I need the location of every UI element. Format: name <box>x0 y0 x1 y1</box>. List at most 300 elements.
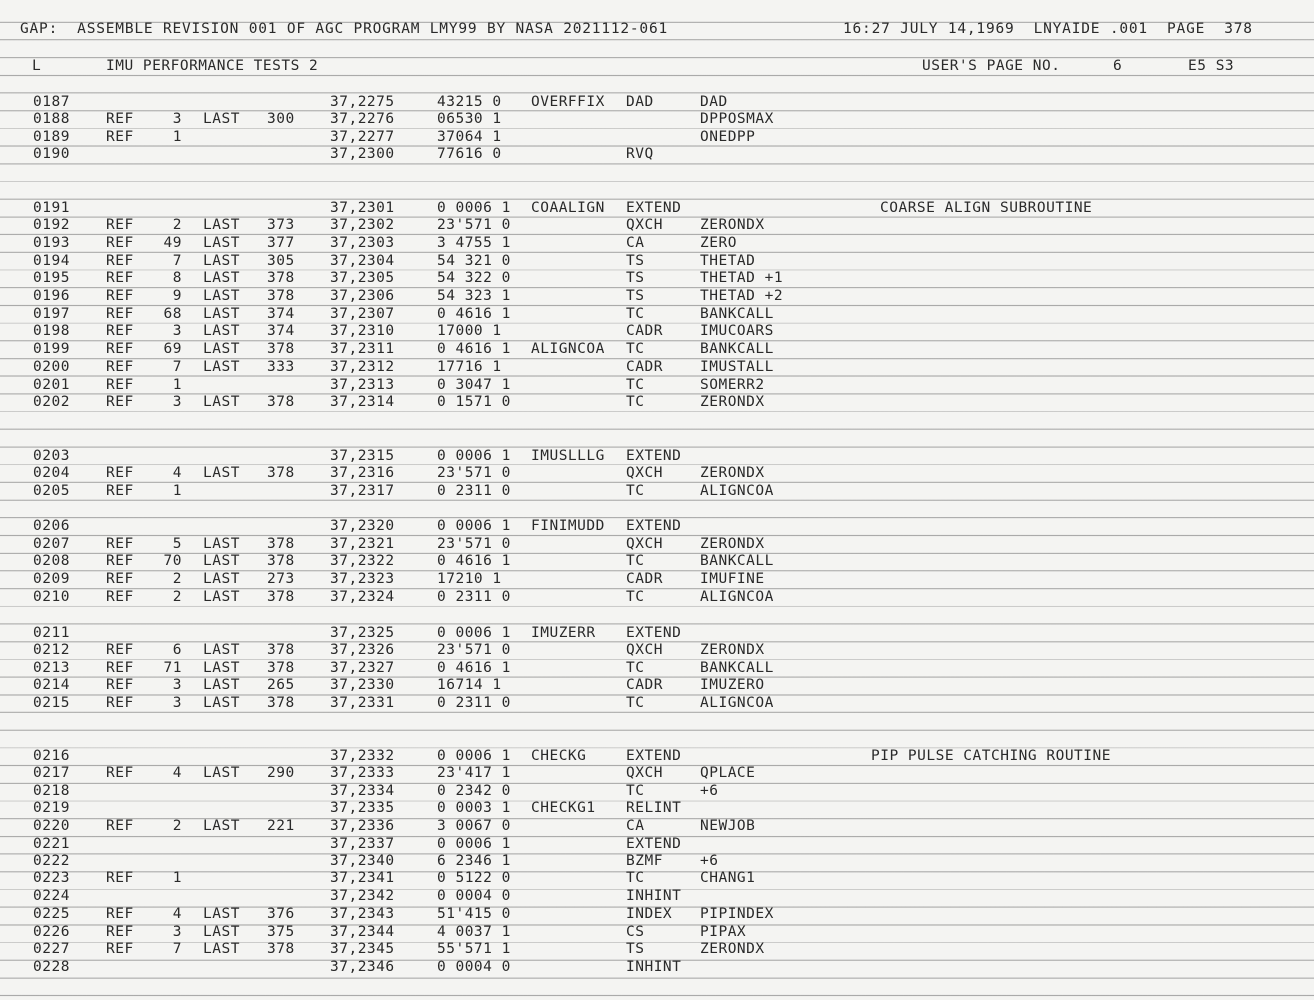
operand: ZERONDX <box>700 536 765 552</box>
address: 37,2302 <box>330 217 395 233</box>
octal-code: 23'571 0 <box>437 536 511 552</box>
ref-tag: REF <box>106 377 134 393</box>
octal-code: 54 322 0 <box>437 270 511 286</box>
octal-code: 0 0006 1 <box>437 748 511 764</box>
operand: ZERONDX <box>700 941 765 957</box>
address: 37,2331 <box>330 695 395 711</box>
listing-row <box>0 517 1314 535</box>
line-number: 0212 <box>33 642 70 658</box>
listing-row <box>0 588 1314 606</box>
operand: DAD <box>700 94 728 110</box>
line-number: 0208 <box>33 553 70 569</box>
line-number: 0203 <box>33 448 70 464</box>
comment: PIP PULSE CATCHING ROUTINE <box>871 748 1111 764</box>
opcode: TC <box>626 341 645 357</box>
listing-row <box>0 817 1314 835</box>
line-number: 0215 <box>33 695 70 711</box>
last-page: 378 <box>267 536 295 552</box>
opcode: TC <box>626 377 645 393</box>
last-page: 375 <box>267 924 295 940</box>
octal-code: 43215 0 <box>437 94 502 110</box>
address: 37,2303 <box>330 235 395 251</box>
opcode: CADR <box>626 571 663 587</box>
opcode: TC <box>626 660 645 676</box>
last-page: 290 <box>267 765 295 781</box>
opcode: RELINT <box>626 800 682 816</box>
last-page: 378 <box>267 341 295 357</box>
ref-count: 2 <box>172 571 182 587</box>
operand: PIPAX <box>700 924 747 940</box>
operand: +6 <box>700 783 719 799</box>
last-tag: LAST <box>203 217 240 233</box>
listing-row <box>0 358 1314 376</box>
last-page: 378 <box>267 695 295 711</box>
last-tag: LAST <box>203 111 240 127</box>
ref-count: 2 <box>172 217 182 233</box>
ref-tag: REF <box>106 341 134 357</box>
last-page: 374 <box>267 306 295 322</box>
ref-tag: REF <box>106 589 134 605</box>
operand: ALIGNCOA <box>700 695 774 711</box>
octal-code: 23'417 1 <box>437 765 511 781</box>
opcode: TS <box>626 941 645 957</box>
last-tag: LAST <box>203 323 240 339</box>
octal-code: 0 1571 0 <box>437 394 511 410</box>
opcode: CA <box>626 235 645 251</box>
ref-tag: REF <box>106 306 134 322</box>
address: 37,2304 <box>330 253 395 269</box>
last-tag: LAST <box>203 642 240 658</box>
assembly-header: GAP: ASSEMBLE REVISION 001 OF AGC PROGRAM LMY99 BY NASA 2021112-061 <box>20 21 669 37</box>
address: 37,2346 <box>330 959 395 975</box>
line-number: 0194 <box>33 253 70 269</box>
ref-tag: REF <box>106 288 134 304</box>
line-number: 0211 <box>33 625 70 641</box>
ref-count: 70 <box>163 553 182 569</box>
ref-tag: REF <box>106 818 134 834</box>
operand: BANKCALL <box>700 660 774 676</box>
ref-tag: REF <box>106 870 134 886</box>
listing-row <box>0 624 1314 642</box>
listing-row <box>0 128 1314 146</box>
line-number: 0228 <box>33 959 70 975</box>
line-number: 0202 <box>33 394 70 410</box>
ref-tag: REF <box>106 465 134 481</box>
octal-code: 0 2311 0 <box>437 589 511 605</box>
ref-tag: REF <box>106 359 134 375</box>
line-number: 0189 <box>33 129 70 145</box>
address: 37,2326 <box>330 642 395 658</box>
listing-row <box>0 764 1314 782</box>
listing-row <box>0 322 1314 340</box>
line-number: 0220 <box>33 818 70 834</box>
octal-code: 0 5122 0 <box>437 870 511 886</box>
last-page: 378 <box>267 941 295 957</box>
octal-code: 0 2311 0 <box>437 695 511 711</box>
address: 37,2327 <box>330 660 395 676</box>
listing-row <box>0 747 1314 765</box>
line-number: 0195 <box>33 270 70 286</box>
opcode: CADR <box>626 677 663 693</box>
line-number: 0218 <box>33 783 70 799</box>
listing-row <box>0 659 1314 677</box>
opcode: TC <box>626 553 645 569</box>
ref-tag: REF <box>106 924 134 940</box>
opcode: INHINT <box>626 888 682 904</box>
address: 37,2301 <box>330 200 395 216</box>
line-number: 0198 <box>33 323 70 339</box>
listing-row <box>0 447 1314 465</box>
timestamp-page-header: 16:27 JULY 14,1969 LNYAIDE .001 PAGE 378 <box>843 21 1253 37</box>
ref-count: 4 <box>172 906 182 922</box>
listing-row <box>0 110 1314 128</box>
operand: ZERONDX <box>700 217 765 233</box>
last-page: 273 <box>267 571 295 587</box>
octal-code: 0 2342 0 <box>437 783 511 799</box>
listing-row <box>0 340 1314 358</box>
line-number: 0193 <box>33 235 70 251</box>
last-tag: LAST <box>203 465 240 481</box>
ref-tag: REF <box>106 394 134 410</box>
listing-row <box>0 234 1314 252</box>
ref-tag: REF <box>106 660 134 676</box>
ref-tag: REF <box>106 906 134 922</box>
listing-row <box>0 145 1314 163</box>
user-page-label: USER'S PAGE NO. <box>922 58 1061 74</box>
last-tag: LAST <box>203 235 240 251</box>
line-number: 0223 <box>33 870 70 886</box>
octal-code: 23'571 0 <box>437 465 511 481</box>
octal-code: 23'571 0 <box>437 642 511 658</box>
symbol-label: FINIMUDD <box>531 518 605 534</box>
opcode: TC <box>626 394 645 410</box>
line-number: 0190 <box>33 146 70 162</box>
operand: CHANG1 <box>700 870 756 886</box>
ref-count: 3 <box>172 924 182 940</box>
last-page: 300 <box>267 111 295 127</box>
address: 37,2343 <box>330 906 395 922</box>
octal-code: 0 0006 1 <box>437 836 511 852</box>
octal-code: 23'571 0 <box>437 217 511 233</box>
operand: ZERONDX <box>700 642 765 658</box>
line-number: 0222 <box>33 853 70 869</box>
opcode: CS <box>626 924 645 940</box>
opcode: INHINT <box>626 959 682 975</box>
opcode: EXTEND <box>626 518 682 534</box>
line-number: 0213 <box>33 660 70 676</box>
address: 37,2314 <box>330 394 395 410</box>
last-page: 378 <box>267 288 295 304</box>
opcode: QXCH <box>626 217 663 233</box>
listing-row <box>0 869 1314 887</box>
listing-row <box>0 905 1314 923</box>
operand: THETAD +1 <box>700 270 784 286</box>
address: 37,2322 <box>330 553 395 569</box>
ref-count: 1 <box>172 870 182 886</box>
operand: BANKCALL <box>700 306 774 322</box>
octal-code: 0 0006 1 <box>437 448 511 464</box>
opcode: TC <box>626 483 645 499</box>
operand: IMUCOARS <box>700 323 774 339</box>
octal-code: 0 0006 1 <box>437 200 511 216</box>
last-tag: LAST <box>203 553 240 569</box>
last-tag: LAST <box>203 394 240 410</box>
line-number: 0192 <box>33 217 70 233</box>
opcode: TS <box>626 270 645 286</box>
octal-code: 0 0004 0 <box>437 888 511 904</box>
last-page: 378 <box>267 394 295 410</box>
opcode: TC <box>626 589 645 605</box>
symbol-label: IMUSLLLG <box>531 448 605 464</box>
margin-mark: L <box>32 58 42 74</box>
last-page: 374 <box>267 323 295 339</box>
line-number: 0188 <box>33 111 70 127</box>
last-tag: LAST <box>203 818 240 834</box>
last-tag: LAST <box>203 536 240 552</box>
address: 37,2316 <box>330 465 395 481</box>
ref-count: 3 <box>172 394 182 410</box>
octal-code: 17000 1 <box>437 323 502 339</box>
operand: BANKCALL <box>700 341 774 357</box>
octal-code: 4 0037 1 <box>437 924 511 940</box>
opcode: QXCH <box>626 536 663 552</box>
operand: +6 <box>700 853 719 869</box>
last-page: 378 <box>267 270 295 286</box>
address: 37,2313 <box>330 377 395 393</box>
address: 37,2320 <box>330 518 395 534</box>
ref-tag: REF <box>106 765 134 781</box>
octal-code: 3 0067 0 <box>437 818 511 834</box>
opcode: TC <box>626 695 645 711</box>
operand: ZERONDX <box>700 394 765 410</box>
octal-code: 0 0006 1 <box>437 625 511 641</box>
operand: DPPOSMAX <box>700 111 774 127</box>
symbol-label: IMUZERR <box>531 625 596 641</box>
listing-row <box>0 464 1314 482</box>
ref-count: 1 <box>172 483 182 499</box>
listing-row <box>0 93 1314 111</box>
line-number: 0224 <box>33 888 70 904</box>
listing-row <box>0 570 1314 588</box>
octal-code: 0 2311 0 <box>437 483 511 499</box>
last-page: 333 <box>267 359 295 375</box>
operand: ONEDPP <box>700 129 756 145</box>
ref-count: 4 <box>172 465 182 481</box>
line-number: 0227 <box>33 941 70 957</box>
line-number: 0187 <box>33 94 70 110</box>
last-tag: LAST <box>203 306 240 322</box>
address: 37,2277 <box>330 129 395 145</box>
listing-row <box>0 216 1314 234</box>
octal-code: 0 4616 1 <box>437 341 511 357</box>
listing-row <box>0 482 1314 500</box>
last-tag: LAST <box>203 359 240 375</box>
listing-row <box>0 535 1314 553</box>
section-code: E5 S3 <box>1188 58 1235 74</box>
listing-row <box>0 269 1314 287</box>
opcode: CADR <box>626 359 663 375</box>
symbol-label: CHECKG <box>531 748 587 764</box>
last-page: 373 <box>267 217 295 233</box>
operand: NEWJOB <box>700 818 756 834</box>
listing-row <box>0 676 1314 694</box>
address: 37,2311 <box>330 341 395 357</box>
listing-row <box>0 287 1314 305</box>
last-tag: LAST <box>203 571 240 587</box>
octal-code: 0 0003 1 <box>437 800 511 816</box>
opcode: DAD <box>626 94 654 110</box>
last-page: 378 <box>267 465 295 481</box>
address: 37,2341 <box>330 870 395 886</box>
listing-row <box>0 393 1314 411</box>
octal-code: 37064 1 <box>437 129 502 145</box>
listing-row <box>0 305 1314 323</box>
ref-tag: REF <box>106 536 134 552</box>
last-tag: LAST <box>203 288 240 304</box>
ref-tag: REF <box>106 483 134 499</box>
ref-count: 68 <box>163 306 182 322</box>
last-tag: LAST <box>203 253 240 269</box>
ref-count: 7 <box>172 253 182 269</box>
address: 37,2276 <box>330 111 395 127</box>
last-tag: LAST <box>203 695 240 711</box>
operand: IMUFINE <box>700 571 765 587</box>
symbol-label: OVERFFIX <box>531 94 605 110</box>
line-number: 0201 <box>33 377 70 393</box>
ref-count: 4 <box>172 765 182 781</box>
ref-tag: REF <box>106 553 134 569</box>
operand: PIPINDEX <box>700 906 774 922</box>
ref-count: 7 <box>172 941 182 957</box>
octal-code: 0 3047 1 <box>437 377 511 393</box>
address: 37,2321 <box>330 536 395 552</box>
last-tag: LAST <box>203 906 240 922</box>
line-number: 0207 <box>33 536 70 552</box>
listing-row <box>0 641 1314 659</box>
last-page: 265 <box>267 677 295 693</box>
address: 37,2340 <box>330 853 395 869</box>
ref-count: 2 <box>172 589 182 605</box>
listing-row <box>0 923 1314 941</box>
opcode: TS <box>626 253 645 269</box>
opcode: QXCH <box>626 765 663 781</box>
address: 37,2312 <box>330 359 395 375</box>
ref-tag: REF <box>106 253 134 269</box>
last-tag: LAST <box>203 589 240 605</box>
opcode: TC <box>626 306 645 322</box>
operand: ALIGNCOA <box>700 589 774 605</box>
ref-count: 3 <box>172 111 182 127</box>
last-page: 378 <box>267 642 295 658</box>
address: 37,2275 <box>330 94 395 110</box>
line-number: 0219 <box>33 800 70 816</box>
ref-count: 3 <box>172 695 182 711</box>
ref-count: 6 <box>172 642 182 658</box>
address: 37,2300 <box>330 146 395 162</box>
opcode: TS <box>626 288 645 304</box>
last-page: 221 <box>267 818 295 834</box>
ref-count: 71 <box>163 660 182 676</box>
ref-count: 3 <box>172 323 182 339</box>
address: 37,2333 <box>330 765 395 781</box>
opcode: BZMF <box>626 853 663 869</box>
listing-row <box>0 552 1314 570</box>
address: 37,2334 <box>330 783 395 799</box>
address: 37,2337 <box>330 836 395 852</box>
last-page: 376 <box>267 906 295 922</box>
last-tag: LAST <box>203 941 240 957</box>
address: 37,2323 <box>330 571 395 587</box>
ref-count: 9 <box>172 288 182 304</box>
address: 37,2330 <box>330 677 395 693</box>
opcode: QXCH <box>626 465 663 481</box>
operand: ZERO <box>700 235 737 251</box>
symbol-label: ALIGNCOA <box>531 341 605 357</box>
address: 37,2306 <box>330 288 395 304</box>
opcode: EXTEND <box>626 748 682 764</box>
line-number: 0216 <box>33 748 70 764</box>
opcode: TC <box>626 783 645 799</box>
section-title: IMU PERFORMANCE TESTS 2 <box>106 58 319 74</box>
ref-count: 69 <box>163 341 182 357</box>
address: 37,2305 <box>330 270 395 286</box>
opcode: QXCH <box>626 642 663 658</box>
ref-tag: REF <box>106 571 134 587</box>
listing-row <box>0 940 1314 958</box>
listing-row <box>0 252 1314 270</box>
operand: IMUZERO <box>700 677 765 693</box>
last-page: 378 <box>267 589 295 605</box>
ref-count: 2 <box>172 818 182 834</box>
operand: BANKCALL <box>700 553 774 569</box>
listing-row <box>0 782 1314 800</box>
line-number: 0197 <box>33 306 70 322</box>
ref-tag: REF <box>106 129 134 145</box>
line-number: 0214 <box>33 677 70 693</box>
address: 37,2324 <box>330 589 395 605</box>
operand: QPLACE <box>700 765 756 781</box>
address: 37,2344 <box>330 924 395 940</box>
octal-code: 54 321 0 <box>437 253 511 269</box>
ref-count: 49 <box>163 235 182 251</box>
last-tag: LAST <box>203 341 240 357</box>
listing-row <box>0 887 1314 905</box>
listing-row <box>0 958 1314 976</box>
address: 37,2335 <box>330 800 395 816</box>
address: 37,2325 <box>330 625 395 641</box>
last-tag: LAST <box>203 765 240 781</box>
line-number: 0209 <box>33 571 70 587</box>
line-number: 0200 <box>33 359 70 375</box>
symbol-label: CHECKG1 <box>531 800 596 816</box>
opcode: TC <box>626 870 645 886</box>
address: 37,2317 <box>330 483 395 499</box>
line-number: 0210 <box>33 589 70 605</box>
operand: SOMERR2 <box>700 377 765 393</box>
listing-row <box>0 852 1314 870</box>
line-number: 0199 <box>33 341 70 357</box>
last-page: 378 <box>267 660 295 676</box>
ref-count: 5 <box>172 536 182 552</box>
ref-tag: REF <box>106 323 134 339</box>
operand: ZERONDX <box>700 465 765 481</box>
listing-row <box>0 835 1314 853</box>
opcode: EXTEND <box>626 200 682 216</box>
last-tag: LAST <box>203 660 240 676</box>
octal-code: 0 0006 1 <box>437 518 511 534</box>
last-page: 305 <box>267 253 295 269</box>
ref-tag: REF <box>106 695 134 711</box>
